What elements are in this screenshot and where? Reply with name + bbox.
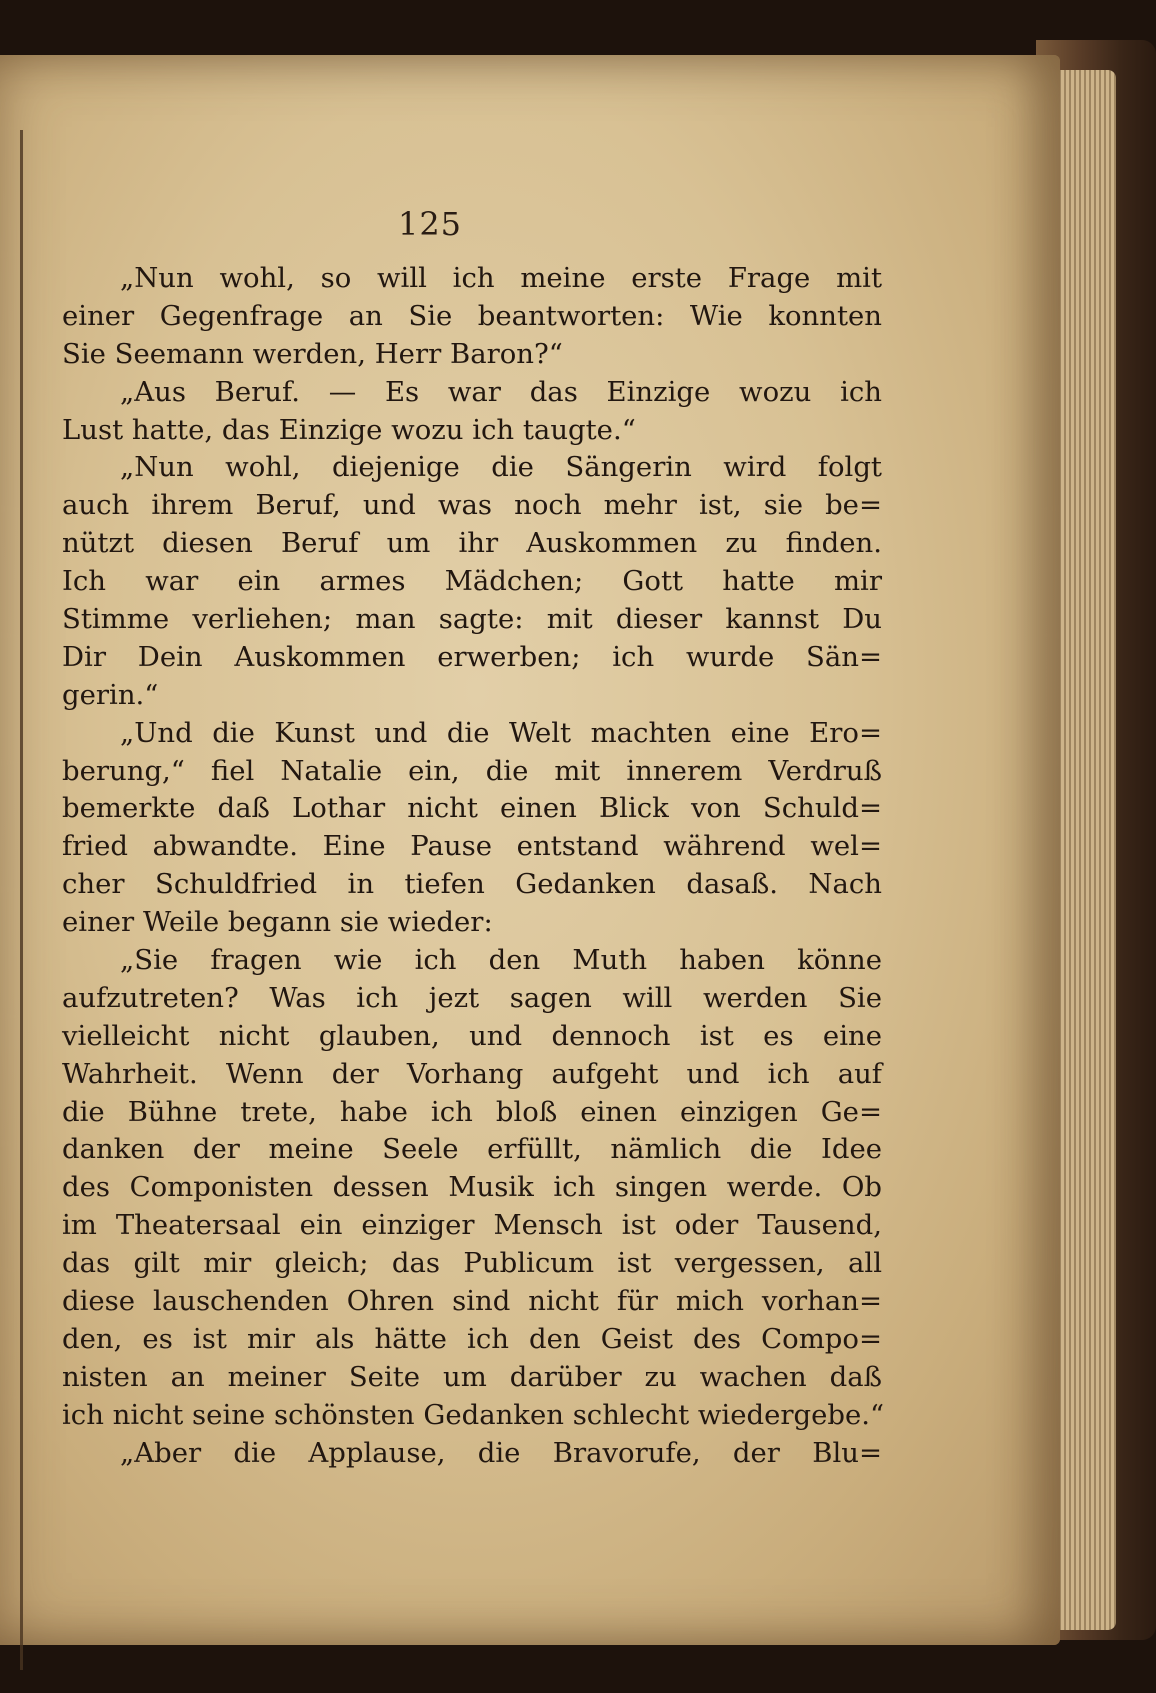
text-line: „Sie fragen wie ich den Muth haben könne — [120, 944, 882, 977]
text-line: nützt diesen Beruf um ihr Auskommen zu finden. — [62, 527, 882, 560]
text-line: einer Weile begann sie wieder: — [62, 906, 493, 939]
text-line: cher Schuldfried in tiefen Gedanken dasaß. Nach — [62, 868, 882, 901]
gutter-line — [20, 130, 23, 1670]
book-page — [0, 55, 1060, 1645]
text-line: „Aber die Applause, die Bravorufe, der Blu= — [120, 1436, 882, 1469]
text-line: „Nun wohl, diejenige die Sängerin wird folgt — [120, 451, 882, 484]
text-line: vielleicht nicht glauben, und dennoch ist es eine — [62, 1019, 882, 1052]
text-line: nisten an meiner Seite um darüber zu wachen daß — [62, 1360, 882, 1393]
text-line: gerin.“ — [62, 678, 159, 711]
text-line: „Und die Kunst und die Welt machten eine Ero= — [120, 716, 882, 749]
text-line: des Componisten dessen Musik ich singen werde. Ob — [62, 1171, 882, 1204]
text-line: aufzutreten? Was ich jezt sagen will werden Sie — [62, 981, 882, 1014]
text-line: fried abwandte. Eine Pause entstand während wel= — [62, 830, 882, 863]
text-line: Dir Dein Auskommen erwerben; ich wurde Sän= — [62, 640, 882, 673]
text-line: Ich war ein armes Mädchen; Gott hatte mir — [62, 565, 882, 598]
text-line: „Aus Beruf. — Es war das Einzige wozu ich — [120, 375, 882, 408]
text-line: einer Gegenfrage an Sie beantworten: Wie konnten — [62, 299, 882, 332]
text-line: berung,“ fiel Natalie ein, die mit innerem Verdruß — [62, 754, 882, 787]
text-line: auch ihrem Beruf, und was noch mehr ist, sie be= — [62, 489, 882, 522]
text-line: Stimme verliehen; man sagte: mit dieser kannst Du — [62, 603, 882, 636]
text-line: Sie Seemann werden, Herr Baron?“ — [62, 337, 563, 370]
text-line: ich nicht seine schönsten Gedanken schlecht wiedergebe.“ — [62, 1398, 885, 1431]
text-line: danken der meine Seele erfüllt, nämlich die Idee — [62, 1133, 882, 1166]
text-line: den, es ist mir als hätte ich den Geist des Compo= — [62, 1322, 882, 1355]
text-line: Wahrheit. Wenn der Vorhang aufgeht und ich auf — [62, 1057, 882, 1090]
text-line: bemerkte daß Lothar nicht einen Blick von Schuld= — [62, 792, 882, 825]
text-line: im Theatersaal ein einziger Mensch ist oder Tausend, — [62, 1209, 882, 1242]
text-line: Lust hatte, das Einzige wozu ich taugte.“ — [62, 413, 636, 446]
body-text — [62, 260, 885, 1473]
text-line: die Bühne trete, habe ich bloß einen einzigen Ge= — [62, 1095, 882, 1128]
text-line: diese lauschenden Ohren sind nicht für mich vorhan= — [62, 1285, 882, 1318]
text-line: „Nun wohl, so will ich meine erste Frage mit — [120, 262, 882, 294]
page-number: 125 — [397, 205, 463, 243]
text-line: das gilt mir gleich; das Publicum ist vergessen, all — [62, 1247, 882, 1280]
